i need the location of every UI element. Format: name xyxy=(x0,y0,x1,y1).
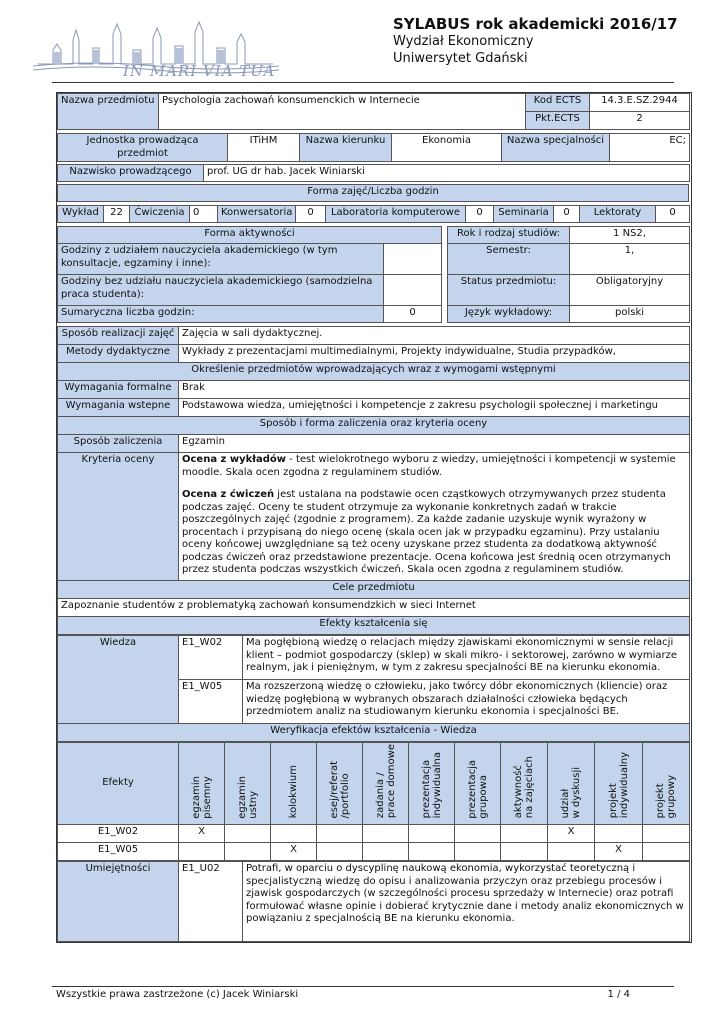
total-hours-value: 0 xyxy=(384,306,442,323)
effects-header: Efekty xyxy=(58,743,179,825)
verification-column-label: projekt grupowy xyxy=(655,775,677,819)
verification-column-label: kolokwium xyxy=(288,765,299,819)
initial-requirements-label: Wymagania wstepne xyxy=(58,399,179,417)
u02-text: Potrafi, w oparciu o dyscyplinę naukową ekonomia, wykorzystać teoretyczną i specjalistyczną wiedzę do opisu i analizowania przyczyn oraz przebiegu procesów i zjawisk gospodarczych (w szczególności procesu sprzedaży w Internecie) oraz potrafi formułować własne opinie i dobierać krytycznie dane i metody analiz ekonomicznych w powiązaniu z specjalnością BE na kierunku ekonomia. xyxy=(243,862,690,942)
contact-hours-value xyxy=(384,244,442,275)
formal-requirements-label: Wymagania formalne xyxy=(58,381,179,399)
conversatory-hours: 0 xyxy=(296,206,326,223)
specialty-label: Nazwa specjalności xyxy=(502,134,610,162)
verification-column-label: prezentacja indywidualna xyxy=(420,752,443,819)
w05-text: Ma rozszerzoną wiedzę o człowieku, jako twórcy dóbr ekonomicznych (kliencie) oraz wiedzę pogłębioną w wybranych obszarach działalności człowieka będących przedmiotem analiz na studiowanym kierunku ekonomia i specjalności BE. xyxy=(243,680,690,724)
goals-section-title: Cele przedmiotu xyxy=(58,581,690,599)
verification-column-header xyxy=(317,743,363,825)
verification-column-header xyxy=(548,743,595,825)
ects-code-value: 14.3.E.SZ.2944 xyxy=(590,94,690,112)
activity-form-label: Forma aktywności xyxy=(58,227,442,244)
verification-column-label: prezentacja grupowa xyxy=(466,759,489,819)
verification-mark-cell xyxy=(455,843,501,861)
w02-code: E1_W02 xyxy=(179,636,243,680)
verification-mark-cell xyxy=(363,825,409,843)
u02-code: E1_U02 xyxy=(179,862,243,942)
total-hours-label: Sumaryczna liczba godzin: xyxy=(58,306,384,323)
verification-mark-cell xyxy=(317,843,363,861)
verification-mark-cell xyxy=(501,825,548,843)
verification-mark-cell: X xyxy=(271,843,317,861)
university-name: Uniwersytet Gdański xyxy=(393,51,528,66)
footer-copyright: Wszystkie prawa zastrzeżone (c) Jacek Winiarski xyxy=(56,989,299,1000)
verification-column-label: egzamin pisemny xyxy=(190,775,213,819)
language-label: Język wykładowy: xyxy=(448,306,570,323)
criteria-label: Kryteria oceny xyxy=(58,453,179,581)
verification-column-header xyxy=(363,743,409,825)
w05-code: E1_W05 xyxy=(179,680,243,724)
verification-mark-cell xyxy=(317,825,363,843)
verification-mark-cell xyxy=(501,843,548,861)
lab-hours: 0 xyxy=(466,206,494,223)
skills-label: Umiejętności xyxy=(58,862,179,942)
seminar-hours: 0 xyxy=(554,206,580,223)
skills-table xyxy=(57,861,690,942)
verification-mark-cell xyxy=(643,825,690,843)
lab-label: Laboratoria komputerowe xyxy=(326,206,466,223)
verification-mark-cell: X xyxy=(548,825,595,843)
verification-mark-cell xyxy=(225,825,271,843)
verification-table xyxy=(57,742,690,861)
goals-text: Zapoznanie studentów z problematyką zachowań konsumendzkich w sieci Internet xyxy=(58,599,690,617)
lecturer-value: prof. UG dr hab. Jacek Winiarski xyxy=(204,165,690,182)
verification-mark-cell xyxy=(363,843,409,861)
unit-table xyxy=(57,133,690,162)
field-value: Ekonomia xyxy=(392,134,502,162)
ects-code-label: Kod ECTS xyxy=(526,94,590,112)
contact-hours-label: Godziny z udziałem nauczyciela akademickiego (w tym konsultacje, egzaminy i inne): xyxy=(58,244,384,275)
specialty-value: EC; xyxy=(610,134,690,162)
footer-rule xyxy=(52,986,674,987)
verification-row xyxy=(58,843,690,861)
verification-column-label: aktywność na zajęciach xyxy=(513,756,535,819)
verification-mark-cell: X xyxy=(179,825,225,843)
criteria-lecture xyxy=(182,454,686,479)
verification-column-label: esej/referat /portfolio xyxy=(328,760,351,819)
activity-table xyxy=(57,226,690,323)
verification-mark-cell xyxy=(455,825,501,843)
prereq-section-title: Określenie przedmiotów wprowadzających wraz z wymogami wstępnymi xyxy=(58,363,690,381)
seminar-label: Seminaria xyxy=(494,206,554,223)
semester-value: 1, xyxy=(570,244,690,275)
forms-section-title: Forma zajęć/Liczba godzin xyxy=(58,185,689,202)
verification-mark-cell xyxy=(409,843,455,861)
w02-text: Ma pogłębioną wiedzę o relacjach między zjawiskami ekonomicznymi w sensie relacji klient – podmiot gospodarczy (sklep) w skali mikro- i sektorowej, zarówno w wymiarze realnym, jak i pieniężnym, w tym z zakresu specjalności BE na kierunku ekonomia. xyxy=(243,636,690,680)
verification-column-header xyxy=(643,743,690,825)
verification-column-header xyxy=(455,743,501,825)
unit-label: Jednostka prowadząca przedmiot xyxy=(58,134,228,162)
year-label: Rok i rodzaj studiów: xyxy=(448,227,570,244)
assessment-method-value: Egzamin xyxy=(179,435,690,453)
course-name-label: Nazwa przedmiotu xyxy=(58,94,159,130)
criteria-lecture-title: Ocena z wykładów xyxy=(182,454,286,465)
criteria-exercise xyxy=(182,489,686,577)
verification-column-header xyxy=(595,743,643,825)
criteria-exercise-title: Ocena z ćwiczeń xyxy=(182,489,275,500)
lecture-hours: 22 xyxy=(104,206,130,223)
verification-column-label: udział w dyskusji xyxy=(560,767,582,819)
lecturer-label: Nazwisko prowadzącego xyxy=(58,165,204,182)
verification-mark-cell xyxy=(595,825,643,843)
exercises-label: Ćwiczenia xyxy=(130,206,190,223)
status-value: Obligatoryjny xyxy=(570,275,690,306)
verification-column-header xyxy=(409,743,455,825)
footer-page-number: 1 / 4 xyxy=(607,989,630,1000)
forms-table xyxy=(57,184,689,202)
criteria-exercise-text: jest ustalana na podstawie ocen cząstkowych otrzymywanych przez studenta podczas zajęć. Oceny te student otrzymuje za wykonanie konkretnych zadań w trakcie poszczególnych zajęć (zgodnie z programem). Za każde zadanie uzyskuje wynik wyrażony w procentach i przypisaną do niego ocenę (skala ocen jak w przypadku egzaminu). Przy ustalaniu oceny końcowej uwzględniane są też oceny uzyskane przez studenta za dodatkową aktywność podczas ćwiczeń oraz przedstawione prezentacje. Ocena końcowa jest średnią ocen otrzymanych przez studenta podczas wszystkich ćwiczeń. Skala ocen zgodna z regulaminem studiów. xyxy=(182,489,671,575)
criteria-lecture-text: - test wielokrotnego wyboru z wiedzy, umiejętności i kompetencji w systemie moodle. Skala ocen zgodna z regulaminem studiów. xyxy=(182,454,676,478)
verification-section-title: Weryfikacja efektów kształcenia - Wiedza xyxy=(58,724,690,742)
language-value: polski xyxy=(570,306,690,323)
formal-requirements-value: Brak xyxy=(179,381,690,399)
verification-column-header xyxy=(271,743,317,825)
verification-row-code: E1_W05 xyxy=(58,843,179,861)
verification-column-header xyxy=(501,743,548,825)
assessment-section-title: Sposób i forma zaliczenia oraz kryteria oceny xyxy=(58,417,690,435)
knowledge-label: Wiedza xyxy=(58,636,179,724)
didactic-methods-label: Metody dydaktyczne xyxy=(58,345,179,363)
verification-column-header xyxy=(225,743,271,825)
exercises-hours: 0 xyxy=(190,206,218,223)
verification-row-code: E1_W02 xyxy=(58,825,179,843)
verification-mark-cell xyxy=(548,843,595,861)
verification-mark-cell: X xyxy=(595,843,643,861)
logo-motto: IN MARI VIA TUA xyxy=(123,62,276,80)
self-study-label: Godziny bez udziału nauczyciela akademickiego (samodzielna praca studenta): xyxy=(58,275,384,306)
ects-points-value: 2 xyxy=(590,112,690,130)
knowledge-table xyxy=(57,635,690,742)
verification-mark-cell xyxy=(225,843,271,861)
conversatory-label: Konwersatoria xyxy=(218,206,296,223)
lectorate-hours: 0 xyxy=(656,206,690,223)
lecturer-table xyxy=(57,164,690,182)
outcomes-section-title: Efekty kształcenia się xyxy=(58,617,690,635)
criteria-value xyxy=(179,453,690,581)
realization-label: Sposób realizacji zajęć xyxy=(58,327,179,345)
field-label: Nazwa kierunku xyxy=(300,134,392,162)
verification-mark-cell xyxy=(271,825,317,843)
lectorate-label: Lektoraty xyxy=(580,206,656,223)
faculty-name: Wydział Ekonomiczny xyxy=(393,34,534,49)
verification-mark-cell xyxy=(643,843,690,861)
verification-row xyxy=(58,825,690,843)
verification-column-label: zadania / prace domowe xyxy=(374,744,397,819)
university-logo xyxy=(33,20,279,82)
methods-table xyxy=(57,326,690,635)
hours-table xyxy=(57,205,690,223)
semester-label: Semestr: xyxy=(448,244,570,275)
year-value: 1 NS2, xyxy=(570,227,690,244)
course-name-value: Psychologia zachowań konsumenckich w Internecie xyxy=(159,94,526,130)
verification-mark-cell xyxy=(409,825,455,843)
didactic-methods-value: Wykłady z prezentacjami multimedialnymi, Projekty indywidualne, Studia przypadków, xyxy=(179,345,690,363)
syllabus-form xyxy=(56,92,692,943)
verification-mark-cell xyxy=(179,843,225,861)
assessment-method-label: Sposób zaliczenia xyxy=(58,435,179,453)
header-rule xyxy=(52,82,674,83)
realization-value: Zajęcia w sali dydaktycznej. xyxy=(179,327,690,345)
syllabus-title: SYLABUS rok akademicki 2016/17 xyxy=(393,15,678,33)
self-study-value xyxy=(384,275,442,306)
lecture-label: Wykład xyxy=(58,206,104,223)
unit-value: ITiHM xyxy=(228,134,300,162)
initial-requirements-value: Podstawowa wiedza, umiejętności i kompetencje z zakresu psychologii społecznej i marketingu xyxy=(179,399,690,417)
status-label: Status przedmiotu: xyxy=(448,275,570,306)
ects-points-label: Pkt.ECTS xyxy=(526,112,590,130)
course-name-table xyxy=(57,93,690,130)
verification-column-header xyxy=(179,743,225,825)
verification-column-label: egzamin ustny xyxy=(236,775,259,819)
verification-column-label: projekt indywidualny xyxy=(607,752,630,819)
